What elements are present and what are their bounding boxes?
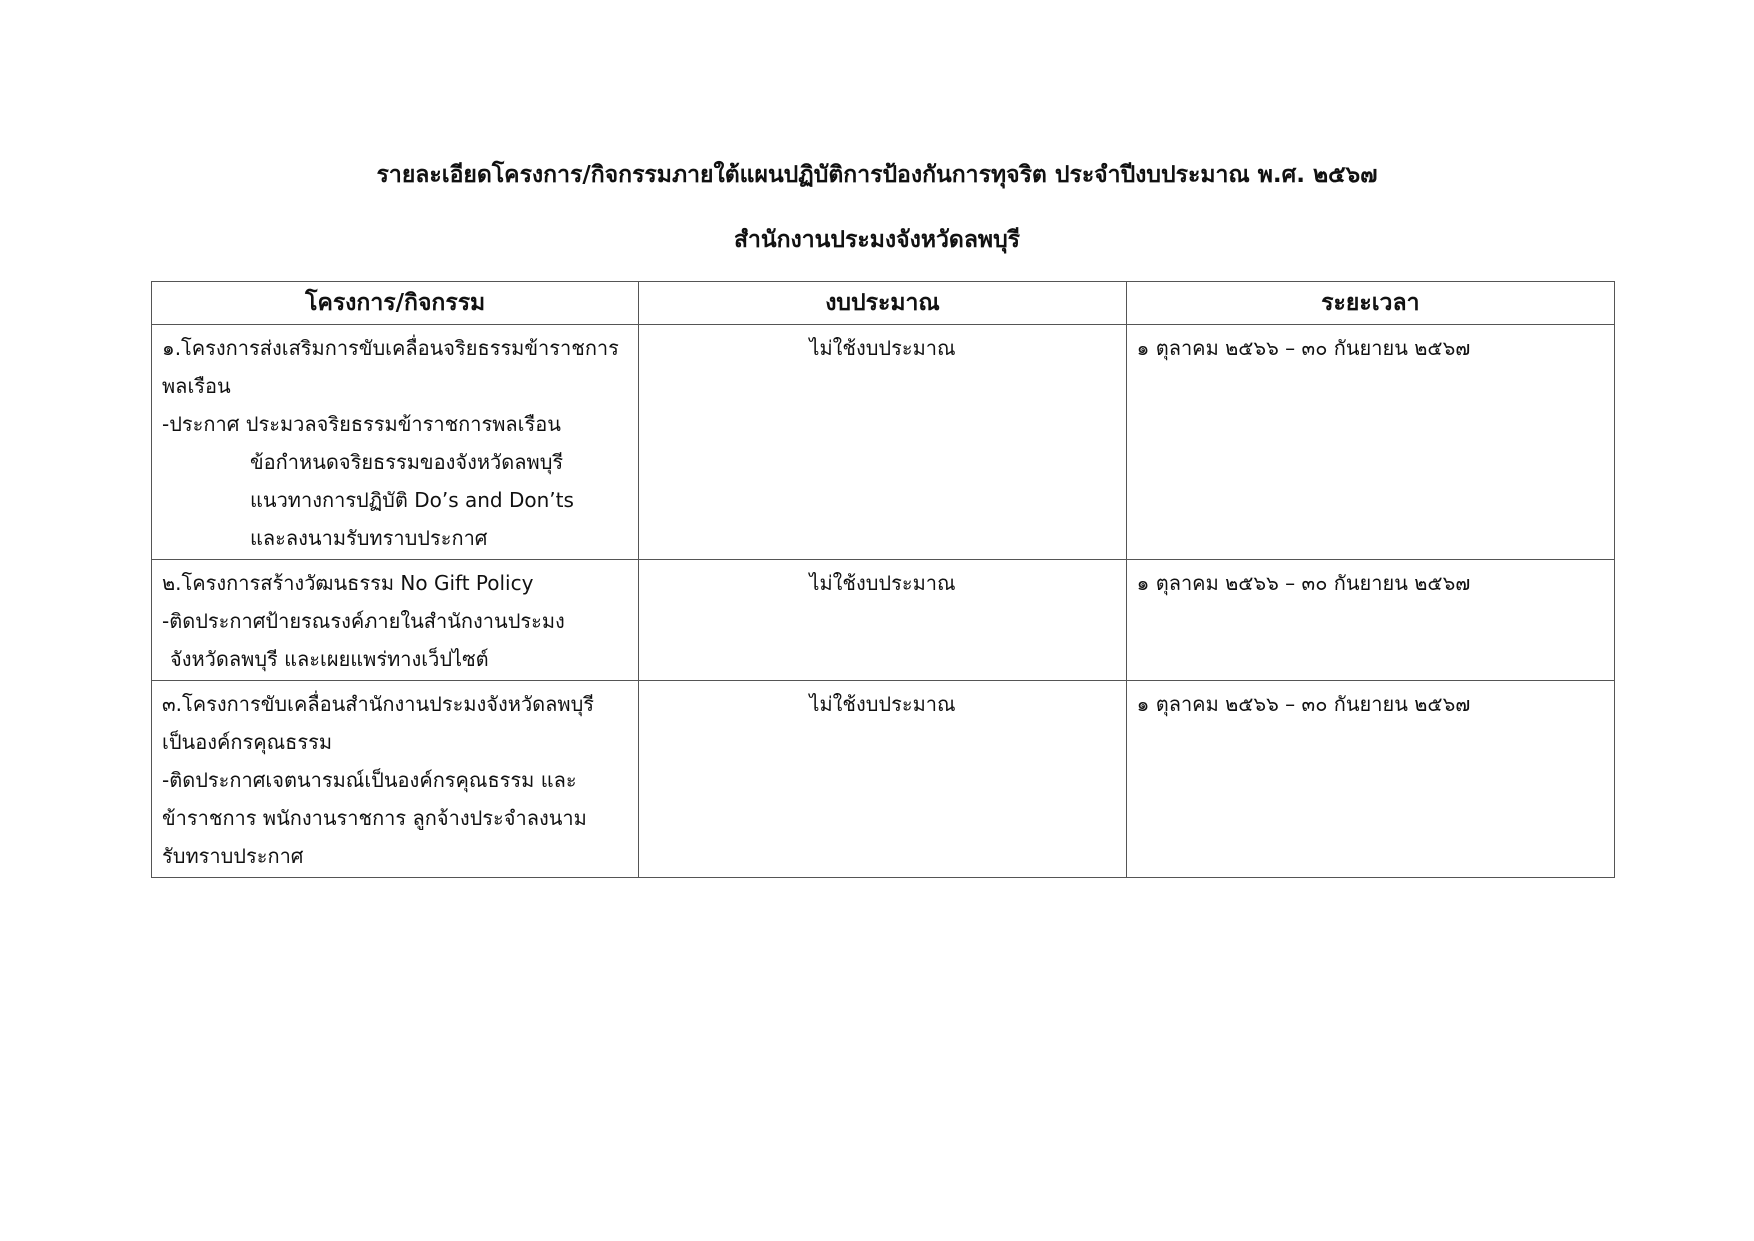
budget-cell: ไม่ใช้งบประมาณ xyxy=(639,681,1126,878)
document-title: รายละเอียดโครงการ/กิจกรรมภายใต้แผนปฏิบัติการป้องกันการทุจริต ประจำปีงบประมาณ พ.ศ. ๒๕๖๗ xyxy=(376,162,1378,188)
header-period: ระยะเวลา xyxy=(1126,282,1614,325)
table-row xyxy=(152,560,1615,681)
project-line: รับทราบประกาศ xyxy=(162,844,304,868)
project-cell xyxy=(152,681,639,878)
project-line: ๓.โครงการขับเคลื่อนสำนักงานประมงจังหวัดลพบุรี xyxy=(162,692,595,716)
project-line: พลเรือน xyxy=(162,374,231,398)
table-header-row xyxy=(152,282,1615,325)
project-line: -ติดประกาศป้ายรณรงค์ภายในสำนักงานประมง xyxy=(162,609,565,633)
document-subtitle: สำนักงานประมงจังหวัดลพบุรี xyxy=(733,227,1021,253)
period-cell: ๑ ตุลาคม ๒๕๖๖ – ๓๐ กันยายน ๒๕๖๗ xyxy=(1126,325,1614,560)
header-budget: งบประมาณ xyxy=(639,282,1126,325)
project-line: -ติดประกาศเจตนารมณ์เป็นองค์กรคุณธรรม และ xyxy=(162,768,577,792)
project-line: เป็นองค์กรคุณธรรม xyxy=(162,730,333,754)
project-line: ข้อกำหนดจริยธรรมของจังหวัดลพบุรี xyxy=(250,450,564,474)
project-line: ๒.โครงการสร้างวัฒนธรรม No Gift Policy xyxy=(162,571,534,595)
table-row xyxy=(152,681,1615,878)
table-row xyxy=(152,325,1615,560)
budget-cell: ไม่ใช้งบประมาณ xyxy=(639,560,1126,681)
project-line: -ประกาศ ประมวลจริยธรรมข้าราชการพลเรือน xyxy=(162,412,561,436)
project-line: ข้าราชการ พนักงานราชการ ลูกจ้างประจำลงนาม xyxy=(162,806,587,830)
project-cell xyxy=(152,560,639,681)
project-line: จังหวัดลพบุรี และเผยแพร่ทางเว็ปไซต์ xyxy=(170,647,489,671)
header-project: โครงการ/กิจกรรม xyxy=(152,282,639,325)
project-line: แนวทางการปฏิบัติ Do’s and Don’ts xyxy=(250,488,574,512)
period-cell: ๑ ตุลาคม ๒๕๖๖ – ๓๐ กันยายน ๒๕๖๗ xyxy=(1126,681,1614,878)
budget-cell: ไม่ใช้งบประมาณ xyxy=(639,325,1126,560)
project-table xyxy=(151,281,1615,878)
project-line: ๑.โครงการส่งเสริมการขับเคลื่อนจริยธรรมข้าราชการ xyxy=(162,336,619,360)
project-line: และลงนามรับทราบประกาศ xyxy=(250,526,488,550)
project-cell xyxy=(152,325,639,560)
period-cell: ๑ ตุลาคม ๒๕๖๖ – ๓๐ กันยายน ๒๕๖๗ xyxy=(1126,560,1614,681)
